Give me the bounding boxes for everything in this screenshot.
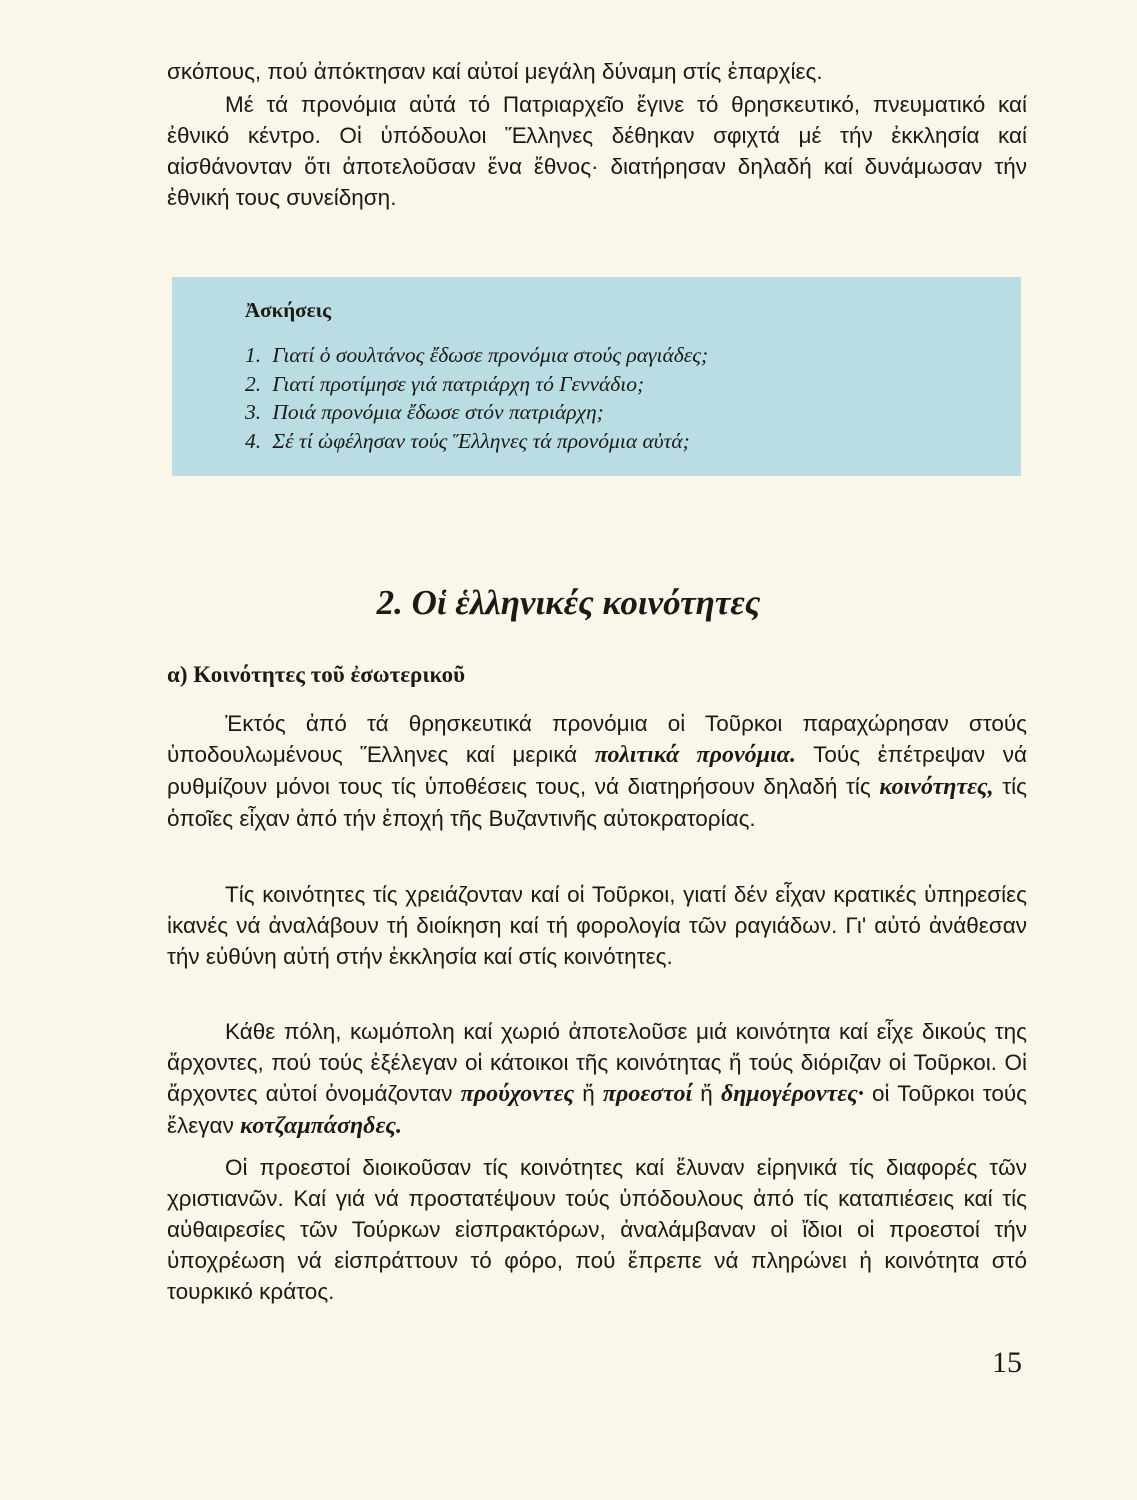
exercise-number: 2. bbox=[245, 371, 262, 396]
section-title: 2. Οἱ ἑλληνικές κοινότητες bbox=[376, 583, 761, 622]
emphasis-term: κοινότητες, bbox=[879, 774, 994, 800]
exercise-text: Ποιά προνόμια ἔδωσε στόν πατριάρχη; bbox=[272, 400, 604, 424]
body-paragraph-1: Ἐκτός ἀπό τά θρησκευτικά προνόμια οἱ Τοῦρκοι παραχώρησαν στούς ὑποδουλωμένους Ἕλληνες καί μερικά πολιτικά προνόμια. Τούς ἐπέτρεψαν νά ρυθμίζουν μόνοι τους τίς ὑποθέσεις τους, νά διατηρήσουν δηλαδή τίς κοινότητες, τίς ὁποῖες εἶχαν ἀπό τήν ἐποχή τῆς Βυζαντινῆς αὐτοκρατορίας. bbox=[167, 711, 1027, 831]
emphasis-term: προύχοντες bbox=[460, 1081, 575, 1107]
emphasis-term: κοτζαμπάσηδες. bbox=[240, 1113, 402, 1139]
exercise-number: 4. bbox=[245, 428, 262, 453]
exercise-number: 3. bbox=[245, 400, 262, 424]
exercise-item bbox=[245, 341, 708, 370]
emphasis-term: δημογέροντες· bbox=[720, 1081, 864, 1107]
emphasis-term: προεστοί bbox=[602, 1081, 693, 1107]
exercise-item bbox=[245, 398, 708, 427]
exercises-title: Ἀσκήσεις bbox=[245, 298, 331, 322]
body-paragraph-3: Κάθε πόλη, κωμόπολη καί χωριό ἀποτελοῦσε μιά κοινότητα καί εἶχε δικούς της ἄρχοντες, πού τούς ἐξέλεγαν οἱ κάτοικοι τῆς κοινότητας ἤ τούς διόριζαν οἱ Τοῦρκοι. Οἱ ἄρχοντες αὐτοί ὀνομάζονταν προύχοντες ἤ προεστοί ἤ δημογέροντες· οἱ Τοῦρκοι τούς ἔλεγαν κοτζαμπάσηδες. bbox=[167, 1019, 1027, 1139]
intro-paragraph: Μέ τά προνόμια αὐτά τό Πατριαρχεῖο ἔγινε τό θρησκευτικό, πνευματικό καί ἐθνικό κέντρο. Οἱ ὑπόδουλοι Ἕλληνες δέθηκαν σφιχτά μέ τήν ἐκκλησία καί αἰσθάνονταν ὅτι ἀποτελοῦσαν ἕνα ἔθνος· διατήρησαν δηλαδή καί δυνάμωσαν τήν ἐθνική τους συνείδηση. bbox=[167, 92, 1027, 210]
exercise-list bbox=[245, 341, 708, 455]
body-paragraph-2: Τίς κοινότητες τίς χρειάζονταν καί οἱ Τοῦρκοι, γιατί δέν εἶχαν κρατικές ὑπηρεσίες ἱκανές νά ἀναλάβουν τή διοίκηση καί τή φορολογία τῶν ραγιάδων. Γι' αὐτό ἀνάθεσαν τήν εὐθύνη αὐτή στήν ἐκκλησία καί στίς κοινότητες. bbox=[167, 882, 1027, 969]
exercise-item bbox=[245, 427, 708, 456]
emphasis-term: πολιτικά προνόμια. bbox=[594, 742, 796, 768]
page-number: 15 bbox=[992, 1346, 1022, 1379]
exercise-text: Σέ τί ὠφέλησαν τούς Ἕλληνες τά προνόμια αὐτά; bbox=[272, 428, 690, 453]
exercise-text: Γιατί ὁ σουλτάνος ἔδωσε προνόμια στούς ραγιάδες; bbox=[272, 343, 709, 367]
body-paragraph-4: Οἱ προεστοί διοικοῦσαν τίς κοινότητες καί ἔλυναν εἰρηνικά τίς διαφορές τῶν χριστιανῶν. Καί γιά νά προστατέψουν τούς ὑπόδουλους ἀπό τίς καταπιέσεις καί τίς αὐθαιρεσίες τῶν Τούρκων εἰσπρακτόρων, ἀναλάμβαναν οἱ ἴδιοι οἱ προεστοί τήν ὑποχρέωση νά εἰσπράττουν τό φόρο, πού ἔπρεπε νά πληρώνει ἡ κοινότητα στό τουρκικό κράτος. bbox=[167, 1155, 1027, 1304]
subsection-title: α) Κοινότητες τοῦ ἐσωτερικοῦ bbox=[167, 662, 466, 687]
exercise-item bbox=[245, 370, 708, 399]
exercise-text: Γιατί προτίμησε γιά πατριάρχη τό Γεννάδιο; bbox=[272, 371, 645, 396]
exercise-number: 1. bbox=[245, 343, 262, 367]
intro-line: σκόπους, πού ἀπόκτησαν καί αὐτοί μεγάλη δύναμη στίς ἐπαρχίες. bbox=[167, 59, 823, 84]
